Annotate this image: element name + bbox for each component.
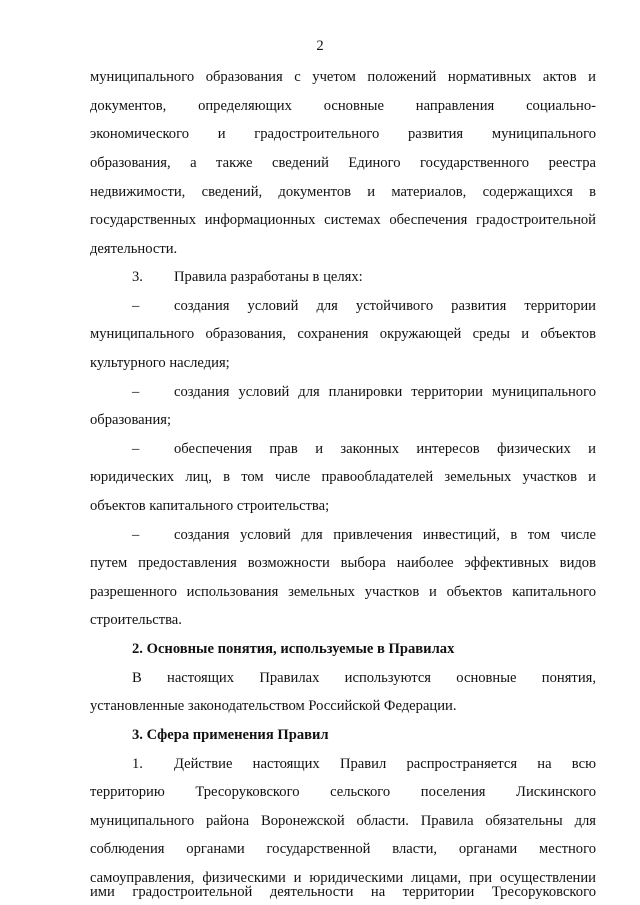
text-line: Действие настоящих Правил распространяется на всю	[174, 756, 596, 772]
text-line: муниципального образования, сохранения окружающей среды и объектов	[90, 326, 596, 342]
bullet-line	[132, 382, 596, 402]
text-line: юридических лиц, в том числе правообладателей земельных участков и	[90, 469, 596, 485]
text-line: территорию Тресоруковского сельского поселения Лискинского	[90, 784, 596, 800]
section-heading-3: 3. Сфера применения Правил	[132, 727, 329, 743]
dash-marker: –	[132, 441, 140, 457]
dash-marker: –	[132, 527, 140, 543]
bullet-line	[132, 525, 596, 545]
section-heading-2: 2. Основные понятия, используемые в Правилах	[132, 641, 455, 657]
text-line: создания условий для устойчивого развития территории	[174, 298, 596, 314]
bullet-line	[132, 296, 596, 316]
text-line: обеспечения прав и законных интересов физических и	[174, 441, 596, 457]
text-line: разрешенного использования земельных участков и объектов капитального	[90, 584, 596, 600]
text-line: экономического и градостроительного развития муниципального	[90, 126, 596, 142]
text-line: образования;	[90, 412, 172, 428]
text-line: деятельности.	[90, 241, 178, 257]
text-line: установленные законодательством Российской Федерации.	[90, 698, 457, 714]
text-line: строительства.	[90, 612, 182, 628]
text-line: создания условий для планировки территории муниципального	[174, 384, 596, 400]
text-line: культурного наследия;	[90, 355, 230, 371]
dash-marker: –	[132, 298, 140, 314]
text-line: В настоящих Правилах используются основные понятия,	[132, 670, 596, 686]
text-line: государственных информационных системах обеспечения градостроительной	[90, 212, 596, 228]
bullet-line	[132, 439, 596, 459]
text-line: путем предоставления возможности выбора наиболее эффективных видов	[90, 555, 596, 571]
page-number: 2	[316, 38, 324, 54]
list-item-3	[132, 267, 596, 287]
text-line: ими градостроительной деятельности на территории Тресоруковского	[90, 884, 596, 900]
text-line: образования, а также сведений Единого государственного реестра	[90, 155, 596, 171]
text-line: муниципального района Воронежской области. Правила обязательны для	[90, 813, 596, 829]
list-item-text: Правила разработаны в целях:	[174, 269, 363, 285]
list-item-1	[132, 754, 596, 774]
list-number: 3.	[132, 269, 143, 285]
text-line: муниципального образования с учетом положений нормативных актов и	[90, 69, 596, 85]
text-line: недвижимости, сведений, документов и материалов, содержащихся в	[90, 184, 596, 200]
dash-marker: –	[132, 384, 140, 400]
list-number: 1.	[132, 756, 143, 772]
text-line: документов, определяющих основные направления социально-	[90, 98, 596, 114]
text-line: соблюдения органами государственной власти, органами местного	[90, 841, 596, 857]
text-line: создания условий для привлечения инвестиций, в том числе	[174, 527, 596, 543]
text-line: объектов капитального строительства;	[90, 498, 330, 514]
text-line: самоуправления, физическими и юридическими лицами, при осуществлении	[90, 870, 596, 886]
